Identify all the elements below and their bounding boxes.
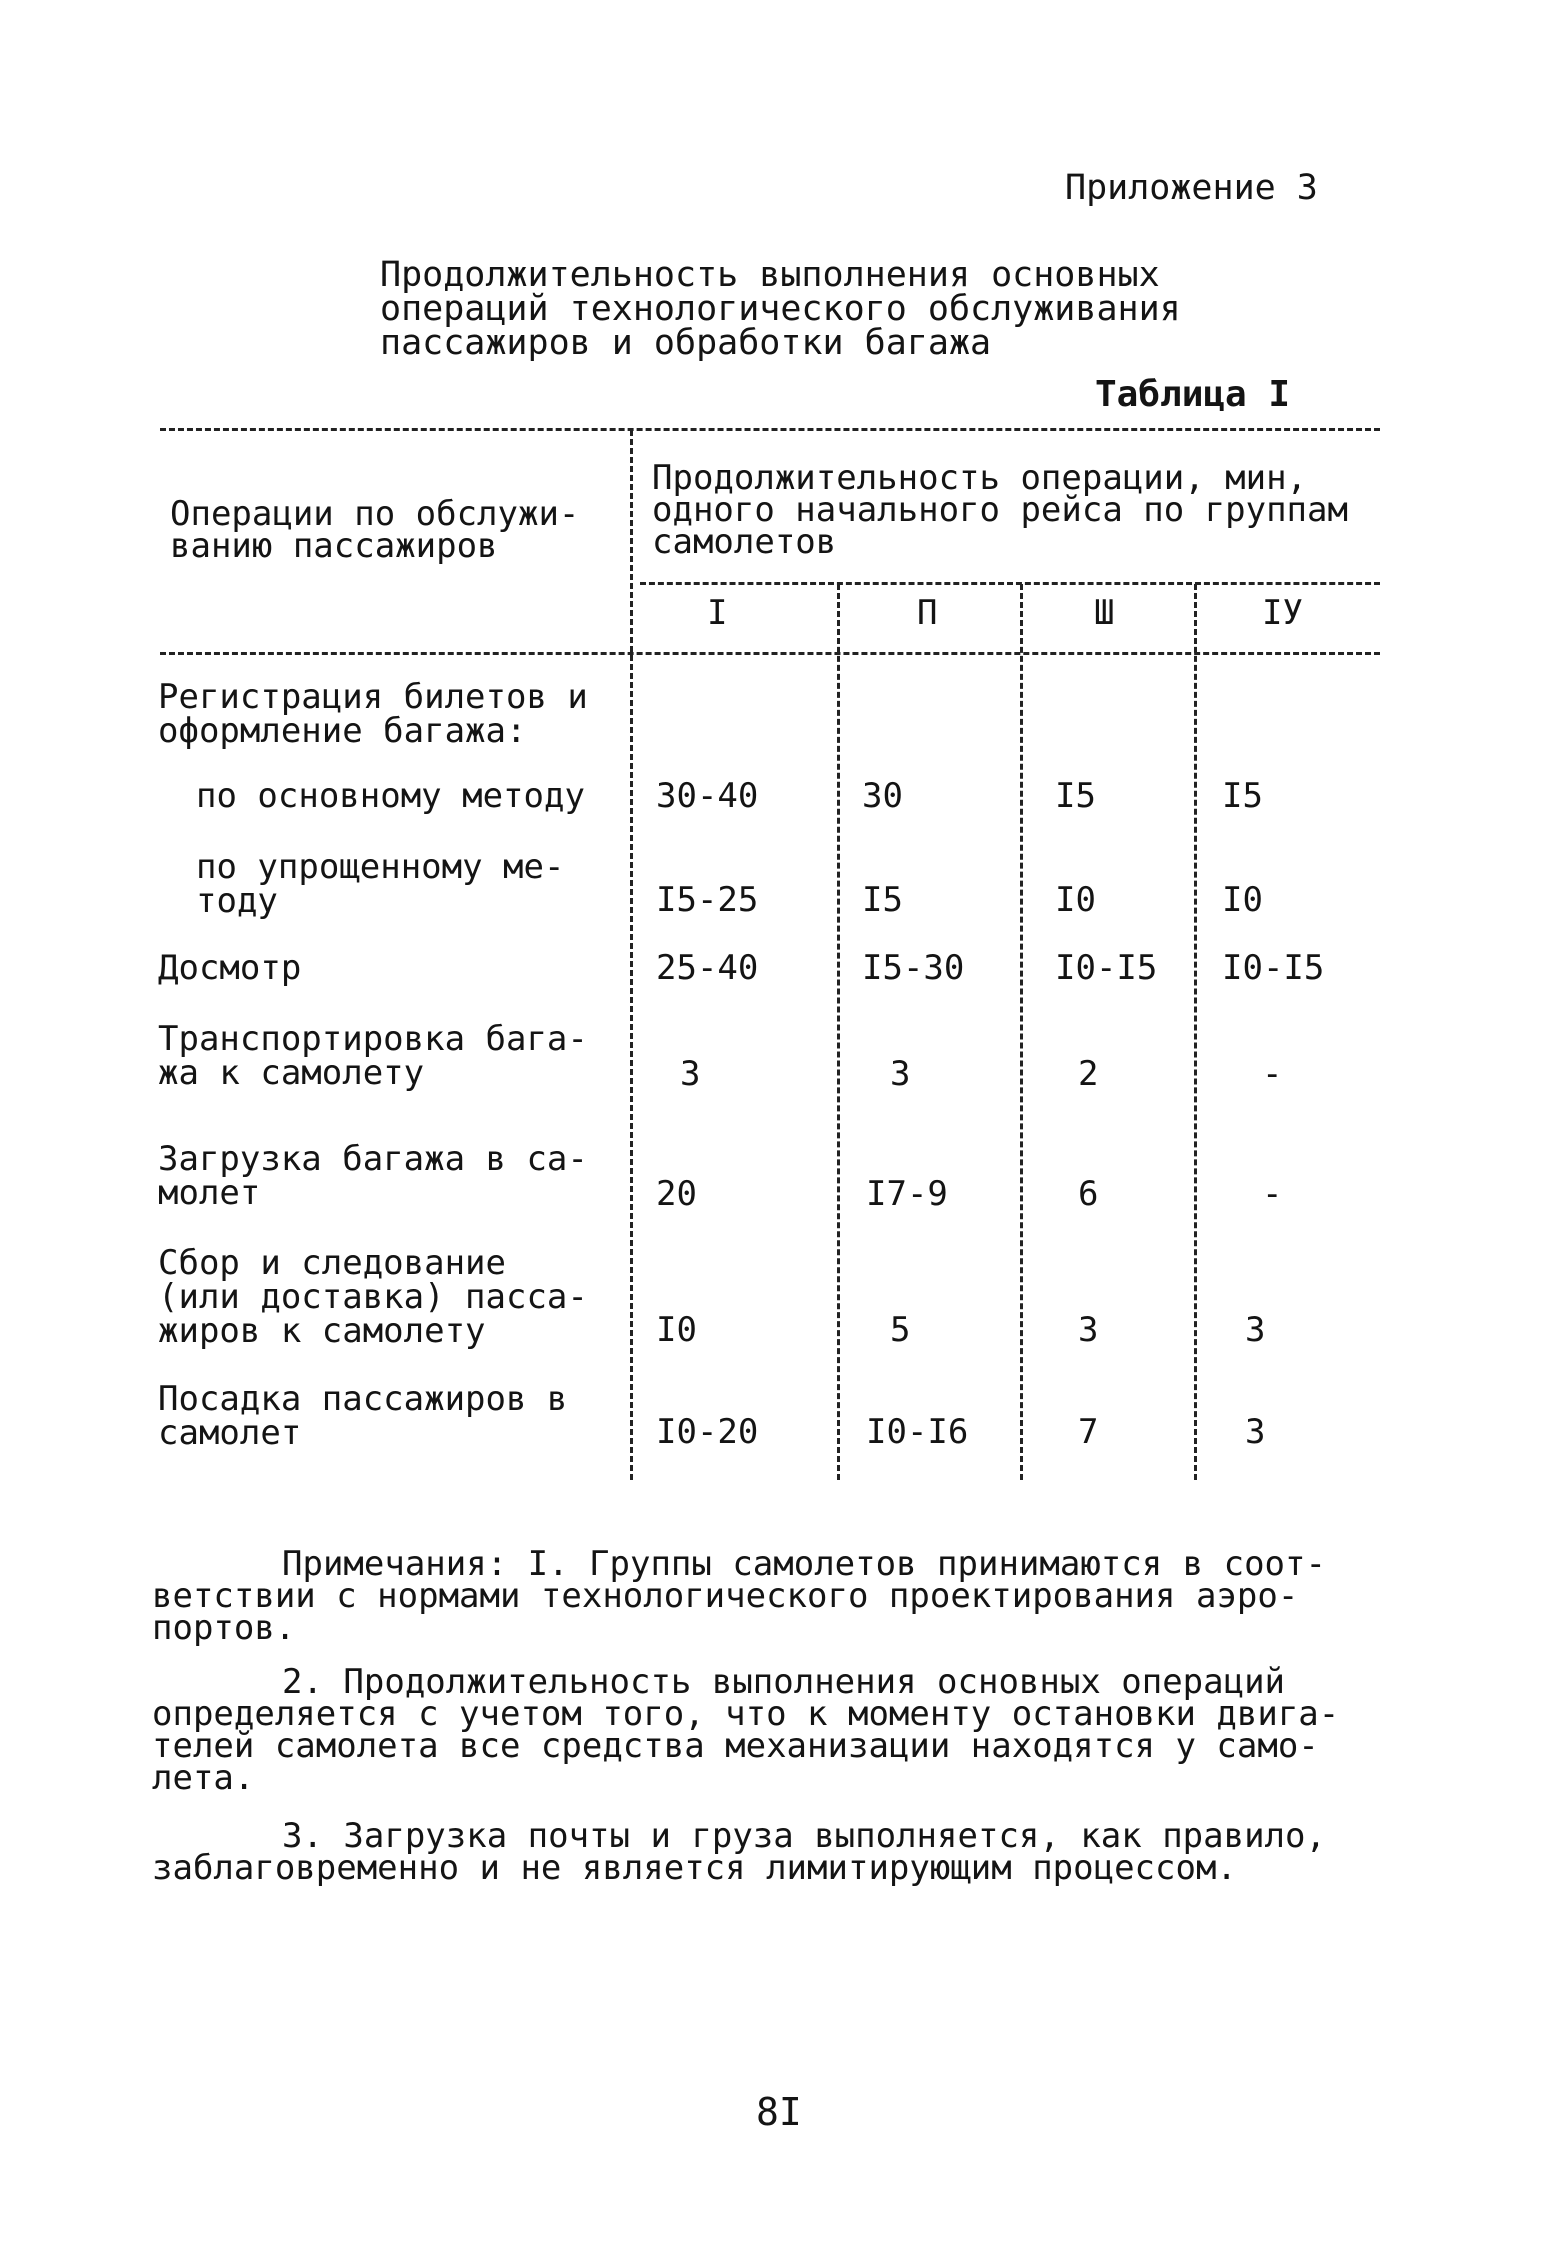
table-cell: I0-I5 xyxy=(1055,948,1158,988)
table-cell: - xyxy=(1262,1174,1283,1214)
table-cell: 7 xyxy=(1078,1412,1099,1452)
table-cell: I7-9 xyxy=(866,1174,948,1214)
table-row-operation: Транспортировка бага- жа к самолету xyxy=(158,1019,588,1093)
header-bottom-rule xyxy=(160,652,1380,655)
document-title: Продолжительность выполнения основных операций технологического обслуживания пассажиров и обработки багажа xyxy=(380,255,1181,363)
group-header-rule xyxy=(640,582,1380,585)
table-cell: I5 xyxy=(1222,776,1263,816)
table-cell: 3 xyxy=(890,1054,911,1094)
table-cell: I0-20 xyxy=(656,1412,759,1452)
table-cell: 20 xyxy=(656,1174,697,1214)
table-row-operation: Посадка пассажиров в самолет xyxy=(158,1379,568,1453)
group-header: ІУ xyxy=(1262,593,1303,633)
table-cell: 30 xyxy=(862,776,903,816)
appendix-label: Приложение 3 xyxy=(1065,168,1318,208)
table-cell: - xyxy=(1262,1054,1283,1094)
group-header: П xyxy=(917,593,938,633)
table-row-operation: Загрузка багажа в са- молет xyxy=(158,1139,588,1213)
table-cell: I5 xyxy=(1055,776,1096,816)
table-cell: I0-I6 xyxy=(866,1412,969,1452)
table-row-operation: по основному методу xyxy=(196,776,585,816)
table-cell: I5-30 xyxy=(862,948,965,988)
page-number: 8I xyxy=(756,2090,802,2134)
table-row-operation: Сбор и следование (или доставка) пасса- жиров к самолету xyxy=(158,1243,588,1351)
table-row-operation: Регистрация билетов и оформление багажа: xyxy=(158,677,588,751)
table-cell: 3 xyxy=(1078,1310,1099,1350)
table-top-rule xyxy=(160,428,1380,431)
column-divider xyxy=(630,430,633,1480)
header-operations: Операции по обслужи- ванию пассажиров xyxy=(170,494,580,566)
group-header: Ш xyxy=(1094,593,1115,633)
header-duration: Продолжительность операции, мин, одного начального рейса по группам самолетов xyxy=(652,458,1348,562)
table-label: Таблица I xyxy=(1095,374,1291,415)
table-row-operation: по упрощенному ме- тоду xyxy=(196,847,565,921)
column-divider xyxy=(837,584,840,1480)
table-cell: 3 xyxy=(680,1054,701,1094)
table-cell: 3 xyxy=(1245,1310,1266,1350)
table-cell: 25-40 xyxy=(656,948,759,988)
note-3: 3. Загрузка почты и груза выполняется, как правило, заблаговременно и не является лимитирующим процессом. xyxy=(152,1816,1326,1888)
table-cell: I5-25 xyxy=(656,880,759,920)
column-divider xyxy=(1020,584,1023,1480)
note-2: 2. Продолжительность выполнения основных операций определяется с учетом того, что к моменту остановки двига- телей самолета все средства механизации находятся у само- лета. xyxy=(152,1662,1340,1798)
table-cell: I0-I5 xyxy=(1222,948,1325,988)
table-cell: I0 xyxy=(1055,880,1096,920)
group-header: I xyxy=(707,593,728,633)
note-1: Примечания: I. Группы самолетов принимаются в соот- ветствии с нормами технологического проектирования аэро- портов. xyxy=(152,1544,1326,1648)
column-divider xyxy=(1194,584,1197,1480)
table-cell: 6 xyxy=(1078,1174,1099,1214)
table-cell: 5 xyxy=(890,1310,911,1350)
table-cell: 2 xyxy=(1078,1054,1099,1094)
table-cell: 3 xyxy=(1245,1412,1266,1452)
table-cell: 30-40 xyxy=(656,776,759,816)
table-cell: I5 xyxy=(862,880,903,920)
table-cell: I0 xyxy=(1222,880,1263,920)
table-row-operation: Досмотр xyxy=(158,948,302,988)
table-cell: I0 xyxy=(656,1310,697,1350)
